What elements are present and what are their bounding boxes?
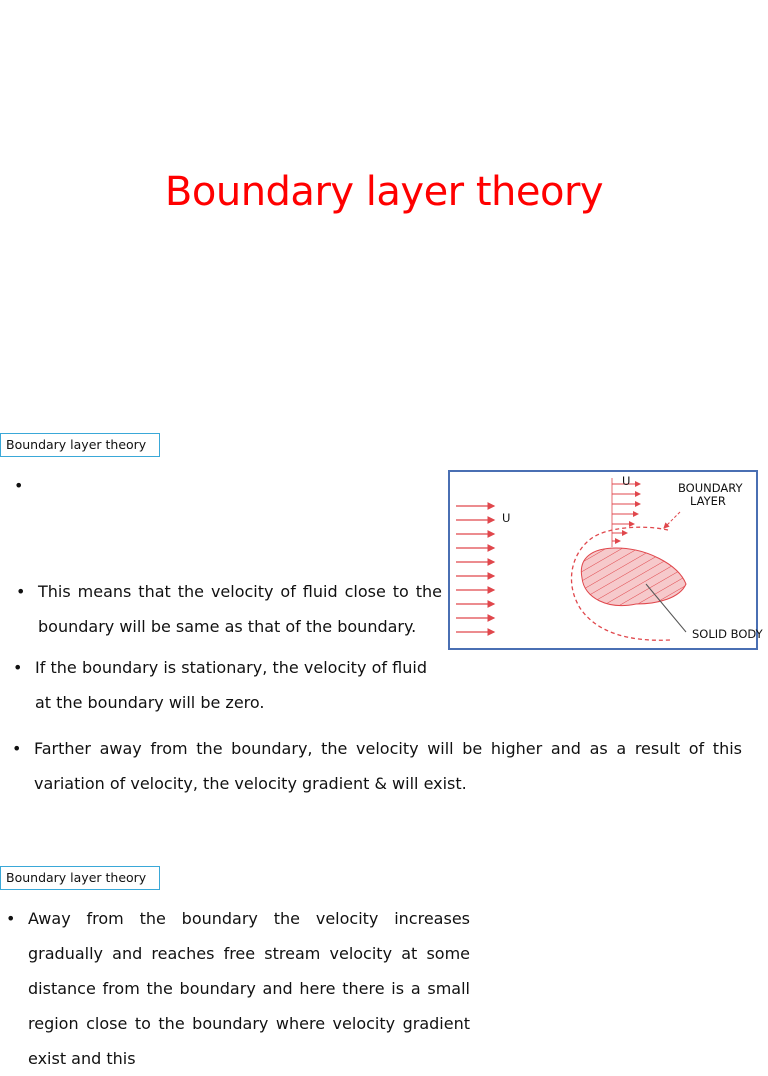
bullet-text: Farther away from the boundary, the velocity will be higher and as a result of this variation of velocity, the velocity gradient & will exist.	[34, 739, 742, 793]
section-label: Boundary layer theory	[0, 433, 160, 457]
bullet-item	[16, 574, 442, 644]
diagram-svg	[450, 472, 763, 652]
bullet-item	[13, 650, 427, 720]
bullet-text: Away from the boundary the velocity increases gradually and reaches free stream velocity at some distance from the boundary and here there is a small region close to the boundary where velocity gradient exist and this	[28, 909, 470, 1068]
velocity-profile-arrows	[612, 478, 640, 547]
bullet-dot: •	[14, 476, 24, 495]
bullet-text: This means that the velocity of fluid close to the boundary will be same as that of the boundary.	[38, 582, 442, 636]
boundary-layer-diagram	[448, 470, 763, 650]
free-stream-arrows	[456, 506, 494, 632]
bullet-dot: •	[16, 582, 26, 601]
section-label: Boundary layer theory	[0, 866, 160, 890]
boundary-layer-label-line1: BOUNDARY	[678, 481, 743, 495]
bullet-text: If the boundary is stationary, the velocity of fluid at the boundary will be zero.	[35, 658, 427, 712]
bullet-dot: •	[13, 658, 23, 677]
solid-body-label: SOLID BODY	[692, 627, 763, 641]
bullet-item	[12, 731, 742, 801]
boundary-layer-label-line2: LAYER	[690, 494, 726, 508]
bullet-dot: •	[12, 739, 22, 758]
slide-title: Boundary layer theory	[164, 169, 604, 215]
bullet-dot: •	[6, 909, 16, 928]
u-left-label: U	[502, 511, 511, 525]
solid-body-hatch	[581, 548, 686, 606]
bullet-item	[6, 901, 470, 1068]
boundary-layer-leader	[664, 512, 680, 528]
u-top-label: U	[622, 474, 631, 488]
